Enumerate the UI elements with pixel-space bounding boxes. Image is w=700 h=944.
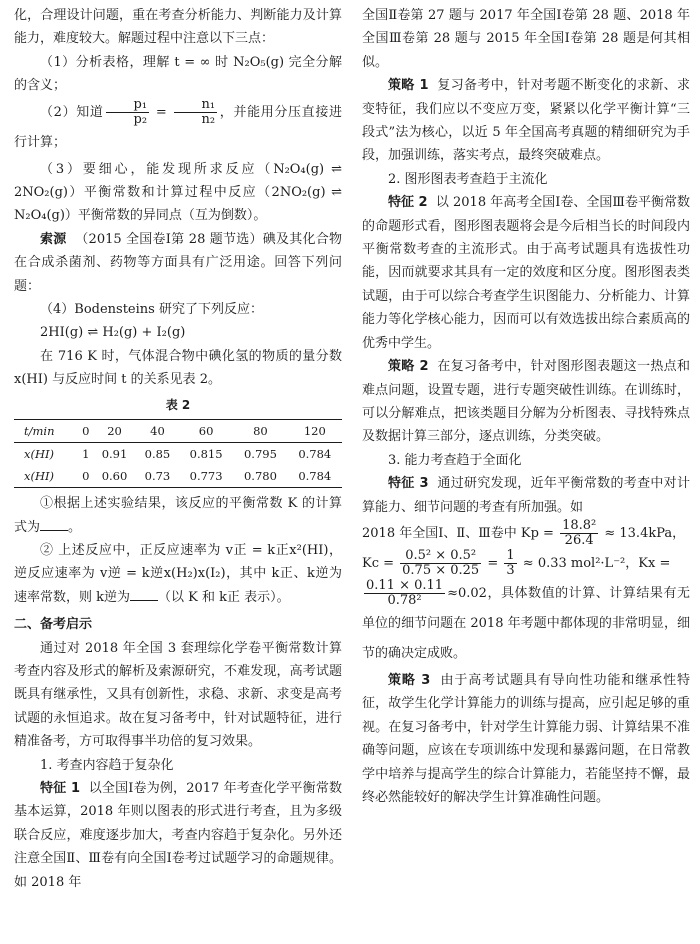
question-1: ①根据上述实验结果，该反应的平衡常数 K 的计算式为 。 — [14, 496, 342, 535]
table-header: 0 — [82, 424, 90, 439]
label-feature: 特征 1 — [40, 780, 81, 796]
formula-kc: Kc = $\frac{\text{0.5² × 0.5²}}{0.75 \times 0.25}$ = $\frac{1}{3}$ ≈ 0.33 mol²·L⁻²，Kx = — [362, 547, 671, 578]
label-strategy: 策略 1 — [388, 78, 429, 94]
table-header: t/min — [24, 424, 55, 439]
paragraph: 化，合理设计问题，重在考查分析能力、判断能力及计算能力，难度较大。解题过程中注意以下三点： — [14, 8, 342, 47]
table-header: 120 — [303, 424, 326, 439]
paragraph: 在 716 K 时，气体混合物中碘化氢的物质的量分数 x(HI) 与反应时间 t 的关系见表 2。 — [14, 348, 342, 388]
fraction-kc: $\frac{\text{0.5² × 0.5²}}{0.75 \times 0.25}$ — [402, 547, 480, 578]
table-header: 80 — [253, 424, 268, 439]
table-header: 40 — [150, 424, 165, 439]
table-row: x(HI) 0 0.60 0.73 0.773 0.780 0.784 — [14, 465, 342, 488]
paragraph: （1）分析表格，理解 t = ∞ 时 N₂O₅(g) 完全分解的含义； — [14, 54, 342, 94]
fraction-n: $\frac{\text{n₁}}{\text{n₂}}$ — [174, 98, 218, 127]
subsection-heading: 3. 能力考查趋于全面化 — [388, 452, 522, 468]
table-header: 60 — [198, 424, 214, 439]
paragraph-fraction: （2）知道 $\frac{\text{p₁}}{\text{p₂}}$ = $\frac{\text{n₁}}{\text{n₂}}$ ，并能用分压直接进行计算； — [14, 96, 342, 150]
paragraph-source: 索源 （2015 全国卷Ⅰ第 28 题节选）碘及其化合物在合成杀菌剂、药物等方面具有广泛用途。回答下列问题： — [14, 231, 342, 294]
paragraph: 通过对 2018 年全国 3 套理综化学卷平衡常数计算考查内容及形式的解析及索源研究，不难发现，高考试题既具有继承性，又具有创新性，求稳、求新、求变是高考试题的永恒追求。故在复习备考中，针对试题特征，进行精准备考，方可取得事半功倍的复习效果。 — [14, 640, 342, 750]
label-feature: 特征 2 — [388, 195, 428, 211]
paragraph: （3）要细心，能发现所求反应（N₂O₄(g) ⇌ 2NO₂(g)）平衡常数和计算过程中反应（2NO₂(g) ⇌ N₂O₄(g)）平衡常数的异同点（互为倒数）。 — [14, 161, 342, 224]
paragraph-feature-3: 特征 3 通过研究发现，近年平衡常数的考查中对计算能力、细节问题的考查有所加强。如 — [362, 476, 690, 515]
paragraph-feature-1: 特征 1 以全国Ⅰ卷为例，2017 年考查化学平衡常数基本运算，2018 年则以图表的形式进行考查，且为多级联合反应，难度逐步加大，考查内容趋于复杂化。另外还注意全国Ⅱ、Ⅲ卷有向全国Ⅰ卷考过试题学习的命题规律。如 2018 年 — [14, 780, 343, 890]
answer-blank — [130, 600, 158, 601]
paragraph-strategy-1: 策略 1 复习备考中，针对考题不断变化的求新、求变特征，我们应以不变应万变，紧紧以化学平衡计算“三段式”法为核心，以近 5 年全国高考真题的精细研究为手段，加强训练，落实考点，最终突破难点。 — [362, 78, 690, 164]
formula-kp: 2018 年全国Ⅰ、Ⅱ、Ⅲ卷中 Kp = $\frac{\text{18.8²}}{26.4}$ ≈ 13.4kPa， — [362, 517, 686, 548]
data-table — [14, 419, 342, 488]
paragraph-strategy-3: 策略 3 由于高考试题具有导向性功能和继承性特征，故学生化学计算能力的训练与提高，应引起足够的重视。在复习备考中，针对学生计算能力弱、计算结果不准确等问题，应该在专项训练中发现和暴露问题，在日常教学中培养与提高学生的综合计算能力，若能坚持不懈，最终必然能较好的解决学生计算准确性问题。 — [362, 672, 691, 805]
fraction-kp: $\frac{\text{18.8²}}{26.4}$ — [562, 517, 597, 548]
equation: 2HI(g) ⇌ H₂(g) + I₂(g) — [40, 325, 186, 341]
table-header: 20 — [107, 424, 122, 439]
subsection-heading: 2. 图形图表考查趋于主流化 — [388, 171, 548, 187]
subsection-heading: 1. 考查内容趋于复杂化 — [40, 757, 174, 773]
label-strategy: 策略 2 — [388, 359, 429, 375]
fraction-kx: $\frac{0.11 \times 0.11}{\text{0.78²}}$ — [366, 577, 444, 608]
fraction-p: $\frac{\text{p₁}}{\text{p₂}}$ — [106, 98, 150, 127]
section-heading: 二、备考启示 — [14, 617, 93, 633]
paragraph-feature-2: 特征 2 以 2018 年高考全国Ⅰ卷、全国Ⅲ卷平衡常数的命题形式看，图形图表题将会是今后相当长的时间段内平衡常数考查的主流形式。由于高考试题具有选拔性功能，因而就要求其具有一定的效度和区分度。图形图表类试题，由于可以综合考查学生识图能力、分析能力、计算能力等化学核心能力，因而可以有效选拔出综合素质高的优秀中学生。 — [362, 195, 690, 351]
fraction-third: $\frac{1}{3}$ — [506, 547, 515, 578]
question-2: ② 上述反应中，正反应速率为 v正 = k正x²(HI)，逆反应速率为 v逆 = k逆x(H₂)x(I₂)，其中 k正、k逆为速率常数，则 k逆为 （以 K 和 k正 表示）。 — [14, 542, 342, 605]
right-column — [362, 4, 690, 809]
paragraph: 全国Ⅱ卷第 27 题与 2017 年全国Ⅰ卷第 28 题、2018 年全国Ⅲ卷第 28 题与 2015 年全国Ⅰ卷第 28 题是何其相似。 — [362, 8, 690, 70]
formula-kx: $\frac{0.11 \times 0.11}{\text{0.78²}}$ ≈0.02，具体数值的计算、计算结果有无单位的细节问题在 2018 年考题中都体现的非常明显，细节的确决定成败。 — [362, 577, 690, 661]
paragraph: （4）Bodensteins 研究了下列反应： — [40, 302, 263, 318]
paragraph-strategy-2: 策略 2 在复习备考中，针对图形图表题这一热点和难点问题，设置专题，进行专题突破性训练。在训练时，可以分解难点，把该类题目分解为分析图表、寻找特殊点及数据计算三部分，逐点训练，分类突破。 — [362, 359, 690, 445]
table-title: 表 2 — [165, 397, 191, 412]
left-column — [14, 4, 342, 894]
table-row: x(HI) 1 0.91 0.85 0.815 0.795 0.784 — [24, 447, 332, 462]
label-feature: 特征 3 — [388, 476, 429, 492]
label-source: 索源 — [40, 231, 67, 247]
label-strategy: 策略 3 — [388, 672, 431, 688]
answer-blank — [40, 530, 68, 531]
